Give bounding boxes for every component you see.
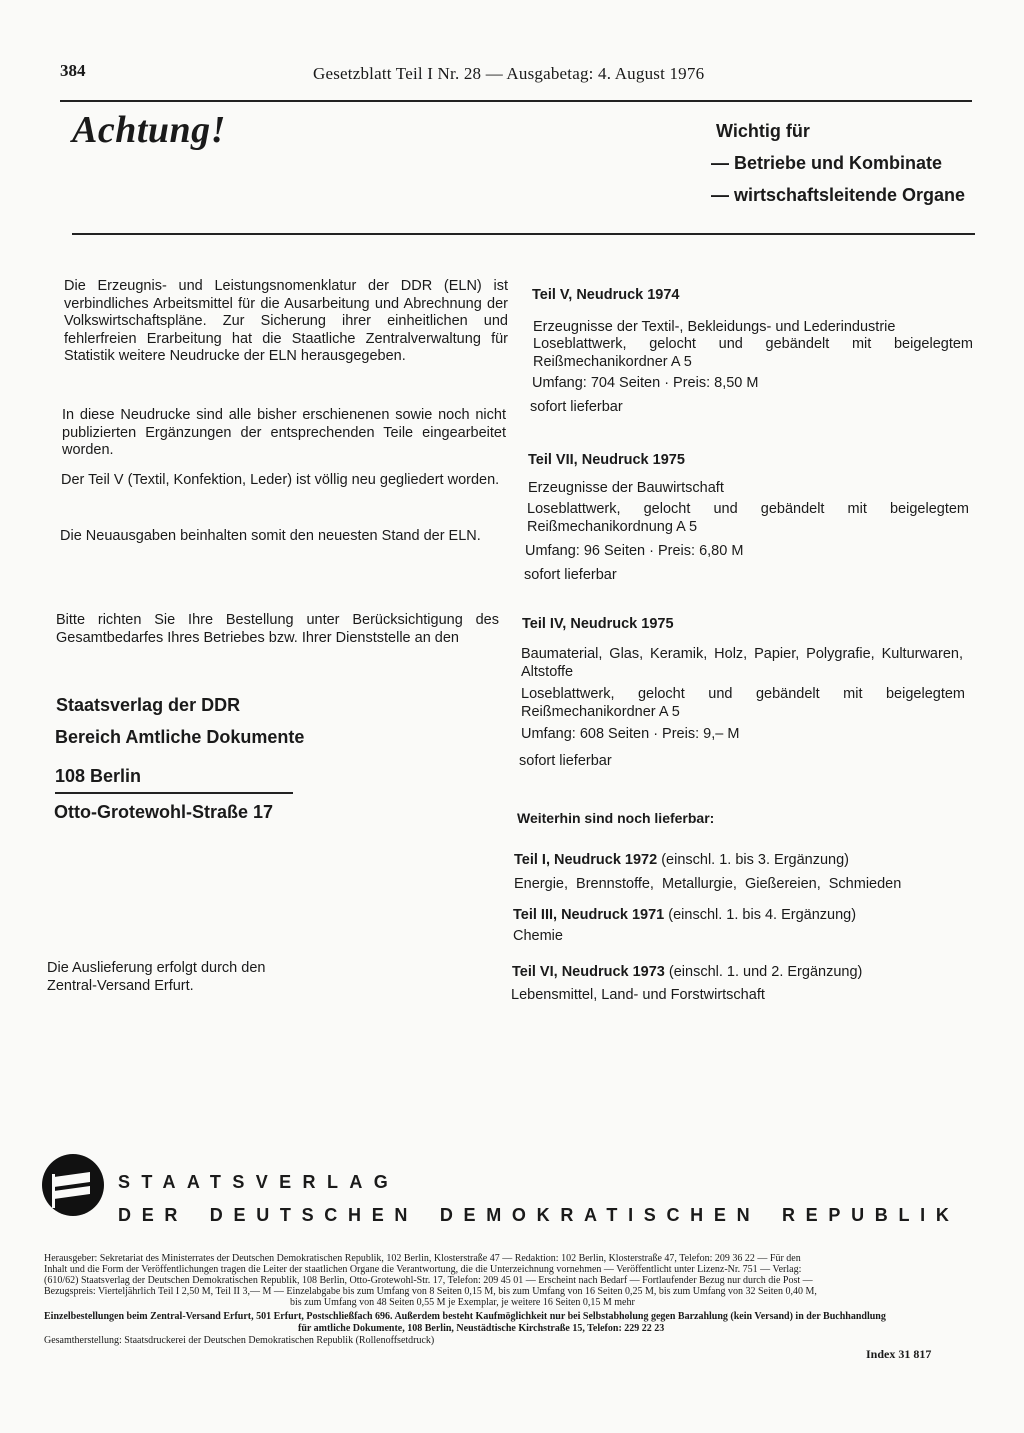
address-department: Bereich Amtliche Dokumente xyxy=(55,727,305,747)
imprint-line-8: Gesamtherstellung: Staatsdruckerei der Deutschen Demokratischen Republik (Rollenoffsetdruck) xyxy=(44,1335,435,1346)
target-1: — Betriebe und Kombinate xyxy=(711,153,943,173)
teil-iv-title: Teil IV, Neudruck 1975 xyxy=(522,616,674,632)
teil-iii-line xyxy=(513,906,856,924)
teil-v-availability: sofort lieferbar xyxy=(530,399,623,415)
teil-vii-title: Teil VII, Neudruck 1975 xyxy=(528,452,685,468)
attention-heading: Achtung! xyxy=(72,109,226,151)
imprint-line-1: Herausgeber: Sekretariat des Ministerrates der Deutschen Demokratischen Republik, 102 Berlin, Klosterstraße 47 — Redaktion: 102 Berlin, Klosterstraße 47, Telefon: 209 36 22 — Für den xyxy=(44,1253,801,1264)
teil-i-desc: Energie, Brennstoffe, Metallurgie, Gießereien, Schmieden xyxy=(514,876,902,892)
teil-v-paragraph: Der Teil V (Textil, Konfektion, Leder) ist völlig neu gegliedert worden. xyxy=(61,472,500,488)
teil-vii-desc: Erzeugnisse der Bauwirtschaft xyxy=(528,480,724,496)
teil-vi-note: (einschl. 1. und 2. Ergänzung) xyxy=(668,964,863,980)
header-title: Gesetzblatt Teil I Nr. 28 — Ausgabetag: 4. August 1976 xyxy=(313,64,705,83)
intro-paragraph: Die Erzeugnis- und Leistungsnomenklatur der DDR (ELN) ist verbindliches Arbeitsmittel für die Ausarbeitung und Abrechnung der Volkswirtschaftspläne. Zur Sicherung ihrer einheitlichen und fehlerfreien Erarbeitung hat die Staatliche Zentralverwaltung für Statistik weitere Neudrucke der ELN herausgegeben. xyxy=(64,278,508,364)
banner-rule xyxy=(72,233,975,235)
teil-iii-note: (einschl. 1. bis 4. Ergänzung) xyxy=(668,907,857,923)
imprint-line-2: Inhalt und die Form der Veröffentlichungen tragen die Leiter der staatlichen Organe die Verantwortung, die die Unterzeichnung vornehmen — Veröffentlicht unter Lizenz-Nr. 751 — Verlag: xyxy=(44,1264,802,1275)
teil-vii-scope: Umfang: 96 Seiten · Preis: 6,80 M xyxy=(525,543,744,559)
teil-vi-desc: Lebensmittel, Land- und Forstwirtschaft xyxy=(511,987,765,1003)
teil-i-note: (einschl. 1. bis 3. Ergänzung) xyxy=(661,852,850,868)
teil-iii-desc: Chemie xyxy=(513,928,563,944)
teil-iii-title: Teil III, Neudruck 1971 xyxy=(513,907,665,923)
teil-vi-line xyxy=(512,963,862,981)
teil-vii-format: Loseblattwerk, gelocht und gebändelt mit beigelegtem Reißmechanikordnung A 5 xyxy=(527,501,969,535)
publisher-line-2: DER DEUTSCHEN DEMOKRATISCHEN REPUBLIK xyxy=(118,1205,960,1225)
imprint-line-4: Bezugspreis: Vierteljährlich Teil I 2,50 M, Teil II 3,— M — Einzelabgabe bis zum Umfang von 8 Seiten 0,15 M, bis zum Umfang von 16 Seiten 0,25 M, bis zum Umfang von 32 Seiten 0,40 M, xyxy=(44,1286,817,1297)
teil-iv-availability: sofort lieferbar xyxy=(519,753,612,769)
teil-iv-scope: Umfang: 608 Seiten · Preis: 9,– M xyxy=(521,726,740,742)
teil-vii-availability: sofort lieferbar xyxy=(524,567,617,583)
teil-v-title: Teil V, Neudruck 1974 xyxy=(532,287,680,303)
publisher-logo-icon xyxy=(40,1152,106,1218)
neudrucke-paragraph: In diese Neudrucke sind alle bisher erschienenen sowie noch nicht publizierten Ergänzungen der entsprechenden Teile eingearbeitet worden. xyxy=(62,407,506,458)
address-publisher: Staatsverlag der DDR xyxy=(56,695,241,715)
address-street: Otto-Grotewohl-Straße 17 xyxy=(54,802,274,822)
important-for-label: Wichtig für xyxy=(716,121,810,141)
teil-v-scope: Umfang: 704 Seiten · Preis: 8,50 M xyxy=(532,375,759,391)
delivery-line-2: Zentral-Versand Erfurt. xyxy=(47,978,194,994)
header-rule xyxy=(60,100,972,102)
imprint-line-6: Einzelbestellungen beim Zentral-Versand Erfurt, 501 Erfurt, Postschließfach 696. Außerdem besteht Kaufmöglichkeit nur bei Selbstabholung gegen Barzahlung (kein Versand) in der Buchhandlung xyxy=(44,1311,886,1322)
further-heading: Weiterhin sind noch lieferbar: xyxy=(517,810,715,826)
delivery-line-1: Die Auslieferung erfolgt durch den xyxy=(47,960,266,976)
publisher-line-1: STAATSVERLAG xyxy=(118,1172,400,1192)
imprint-line-7: für amtliche Dokumente, 108 Berlin, Neustädtische Kirchstraße 15, Telefon: 229 22 23 xyxy=(298,1323,665,1334)
address-rule xyxy=(55,792,293,794)
teil-i-title: Teil I, Neudruck 1972 xyxy=(514,852,658,868)
teil-vi-title: Teil VI, Neudruck 1973 xyxy=(512,964,665,980)
target-2: — wirtschaftsleitende Organe xyxy=(711,185,966,205)
imprint-line-3: (610/62) Staatsverlag der Deutschen Demokratischen Republik, 108 Berlin, Otto-Grotewohl-Str. 17, Telefon: 209 45 01 — Erscheint nach Bedarf — Fortlaufender Bezug nur durch die Post — xyxy=(44,1275,813,1286)
teil-v-desc: Erzeugnisse der Textil-, Bekleidungs- und Lederindustrie xyxy=(533,319,896,335)
teil-v-format: Loseblattwerk, gelocht und gebändelt mit beigelegtem Reißmechanikordner A 5 xyxy=(533,336,973,370)
teil-iv-format: Loseblattwerk, gelocht und gebändelt mit beigelegtem Reißmechanikordner A 5 xyxy=(521,686,965,720)
imprint-line-5: bis zum Umfang von 48 Seiten 0,55 M je Exemplar, je weitere 16 Seiten 0,15 M mehr xyxy=(290,1297,635,1308)
address-city: 108 Berlin xyxy=(55,766,142,786)
index-number: Index 31 817 xyxy=(866,1347,932,1361)
neuausgaben-paragraph: Die Neuausgaben beinhalten somit den neuesten Stand der ELN. xyxy=(60,528,481,544)
order-paragraph: Bitte richten Sie Ihre Bestellung unter Berücksichtigung des Gesamtbedarfes Ihres Betriebes bzw. Ihrer Dienststelle an den xyxy=(56,612,499,646)
page-number: 384 xyxy=(60,61,86,80)
teil-i-line xyxy=(514,851,849,869)
teil-iv-desc: Baumaterial, Glas, Keramik, Holz, Papier, Polygrafie, Kulturwaren, Altstoffe xyxy=(521,646,963,680)
